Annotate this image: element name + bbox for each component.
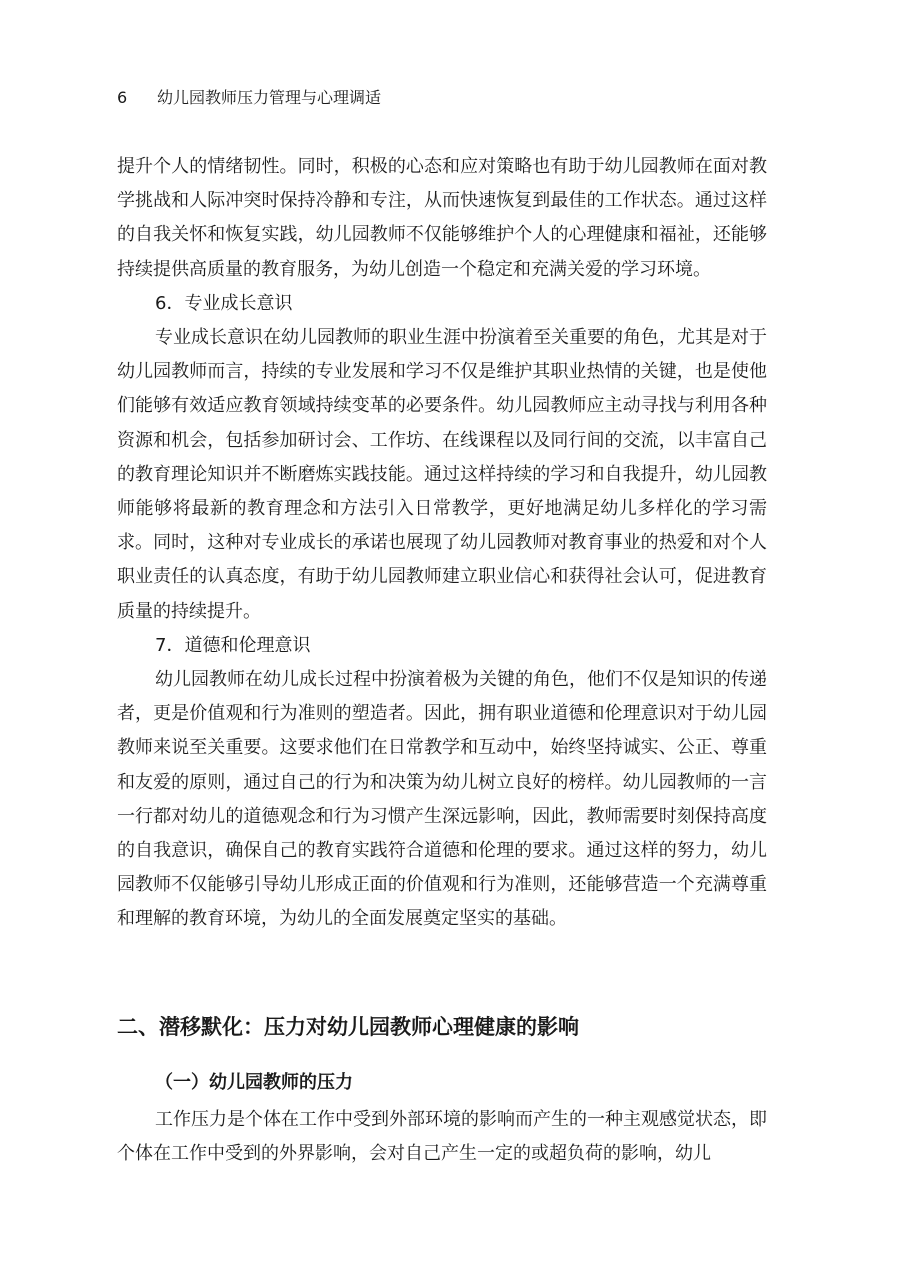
section-title: 二、潜移默化：压力对幼儿园教师心理健康的影响: [117, 1015, 579, 1039]
paragraph-ethics: 幼儿园教师在幼儿成长过程中扮演着极为关键的角色，他们不仅是知识的传递者，更是价值观和行为准则的塑造者。因此，拥有职业道德和伦理意识对于幼儿园教师来说至关重要。这要求他们在日常教学和互动中，始终坚持诚实、公正、尊重和友爱的原则，通过自己的行为和决策为幼儿树立良好的榜样。幼儿园教师的一言一行都对幼儿的道德观念和行为习惯产生深远影响，因此，教师需要时刻保持高度的自我意识，确保自己的教育实践符合道德和伦理的要求。通过这样的努力，幼儿园教师不仅能够引导幼儿形成正面的价值观和行为准则，还能够营造一个充满尊重和理解的教育环境，为幼儿的全面发展奠定坚实的基础。: [117, 669, 767, 930]
running-title: 幼儿园教师压力管理与心理调适: [157, 88, 382, 107]
paragraph-work-stress: 工作压力是个体在工作中受到外部环境的影响而产生的一种主观感觉状态，即个体在工作中受到的外界影响，会对自己产生一定的或超负荷的影响，幼儿: [117, 1109, 767, 1165]
heading-professional-growth: 6．专业成长意识: [155, 292, 293, 314]
paragraph-continued: 提升个人的情绪韧性。同时，积极的心态和应对策略也有助于幼儿园教师在面对教学挑战和人际冲突时保持冷静和专注，从而快速恢复到最佳的工作状态。通过这样的自我关怀和恢复实践，幼儿园教师不仅能够维护个人的心理健康和福祉，还能够持续提供高质量的教育服务，为幼儿创造一个稳定和充满关爱的学习环境。: [117, 156, 767, 280]
body-text-tail: [117, 1103, 767, 1171]
heading-ethics: 7．道德和伦理意识: [155, 634, 311, 656]
page-number: 6: [117, 88, 128, 107]
body-text: [117, 150, 767, 937]
paragraph-professional-growth: 专业成长意识在幼儿园教师的职业生涯中扮演着至关重要的角色，尤其是对于幼儿园教师而言，持续的专业发展和学习不仅是维护其职业热情的关键，也是使他们能够有效适应教育领域持续变革的必要条件。幼儿园教师应主动寻找与利用各种资源和机会，包括参加研讨会、工作坊、在线课程以及同行间的交流，以丰富自己的教育理论知识并不断磨炼实践技能。通过这样持续的学习和自我提升，幼儿园教师能够将最新的教育理念和方法引入日常教学，更好地满足幼儿多样化的学习需求。同时，这种对专业成长的承诺也展现了幼儿园教师对教育事业的热爱和对个人职业责任的认真态度，有助于幼儿园教师建立职业信心和获得社会认可，促进教育质量的持续提升。: [117, 327, 767, 622]
subsection-title: （一）幼儿园教师的压力: [155, 1072, 353, 1093]
running-header: [117, 86, 381, 110]
